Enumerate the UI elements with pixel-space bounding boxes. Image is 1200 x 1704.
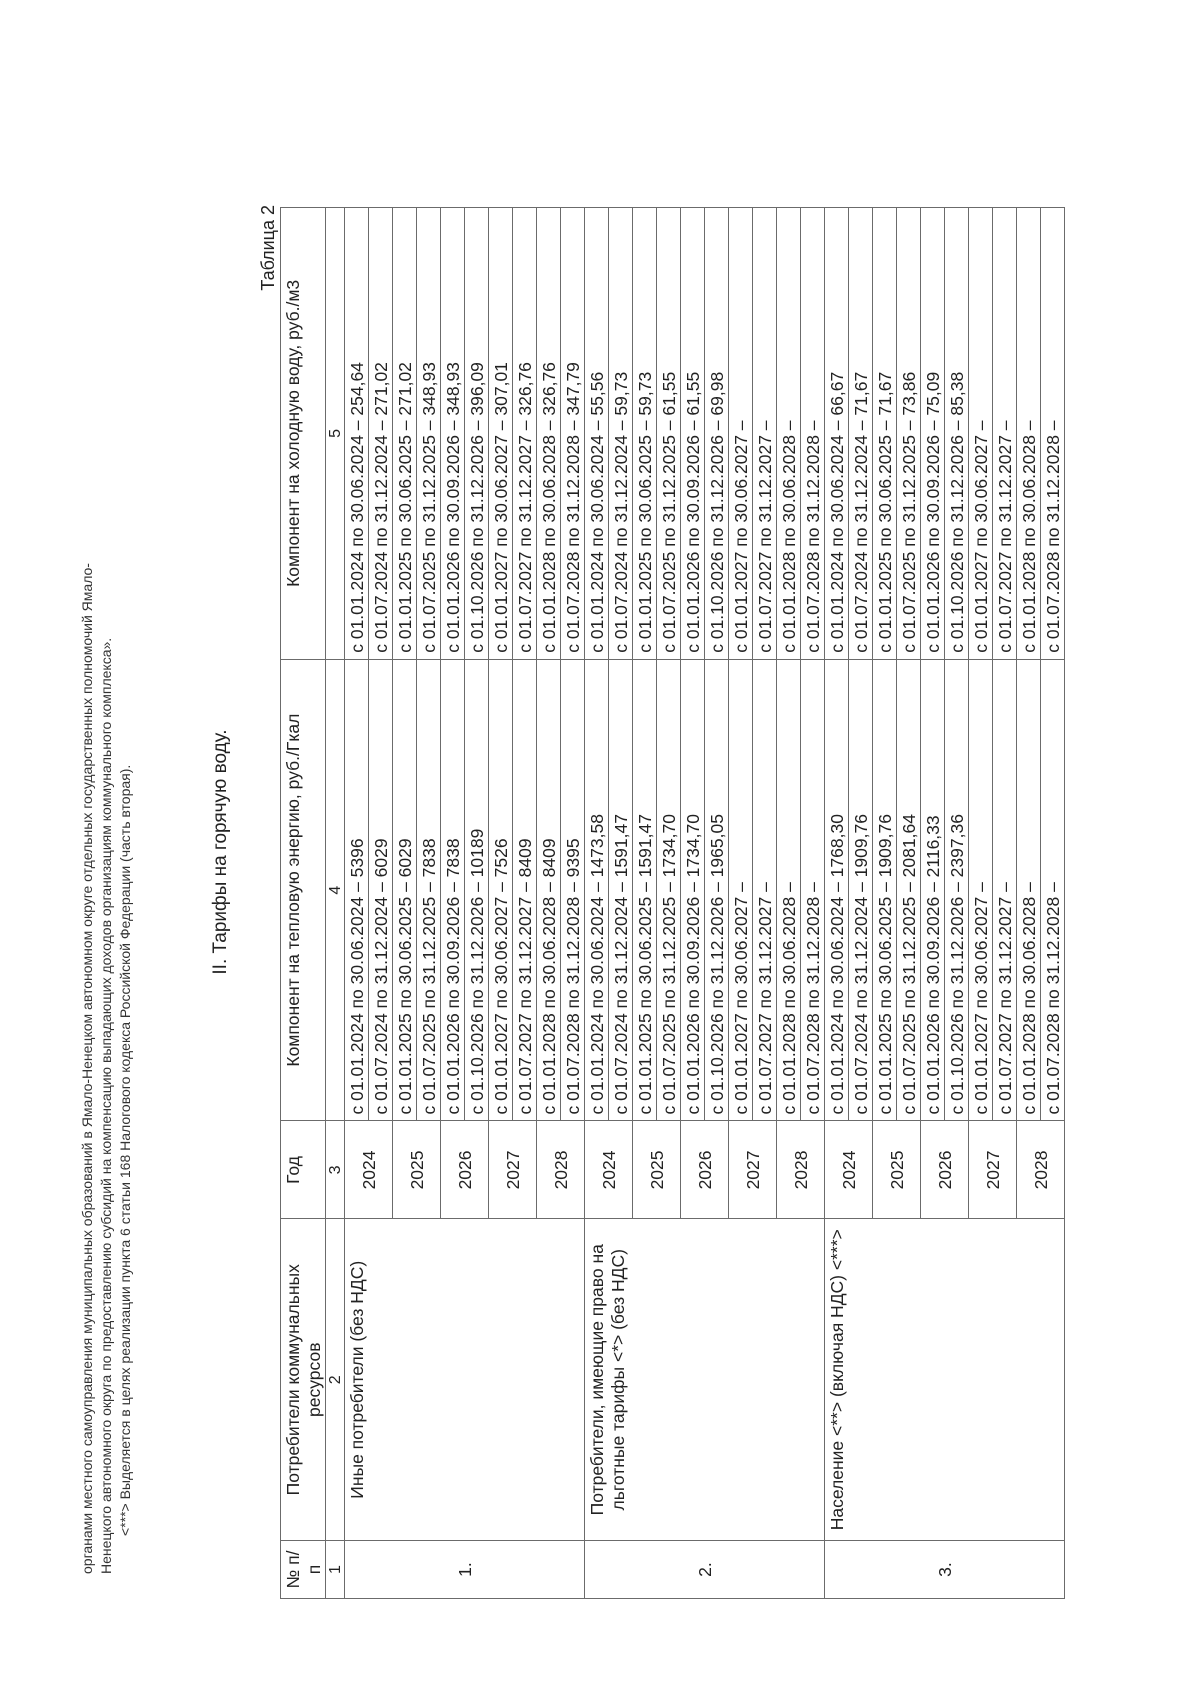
consumer-category: Потребители, имеющие право на льготные тарифы <*> (без НДС) [585,1219,825,1541]
heat-tariff-period: с 01.01.2026 по 30.09.2026 – 7838 [441,659,465,1121]
year-cell: 2026 [681,1121,729,1219]
heat-tariff-period: с 01.10.2026 по 31.12.2026 – 1965,05 [705,659,729,1121]
heat-tariff-period: с 01.07.2028 по 31.12.2028 – 9395 [561,659,585,1121]
column-number: 1 [326,1541,345,1599]
cold-water-tariff-period: с 01.01.2027 по 30.06.2027 – [969,208,993,660]
heat-tariff-period: с 01.07.2024 по 31.12.2024 – 6029 [369,659,393,1121]
heat-tariff-period: с 01.07.2025 по 31.12.2025 – 1734,70 [657,659,681,1121]
year-cell: 2025 [633,1121,681,1219]
table-body [345,208,1065,1599]
column-number: 3 [326,1121,345,1219]
heat-tariff-period: с 01.01.2026 по 30.09.2026 – 1734,70 [681,659,705,1121]
heat-tariff-period: с 01.07.2025 по 31.12.2025 – 7838 [417,659,441,1121]
cold-water-tariff-period: с 01.07.2024 по 31.12.2024 – 271,02 [369,208,393,660]
heat-tariff-period: с 01.01.2026 по 30.09.2026 – 2116,33 [921,659,945,1121]
cold-water-tariff-period: с 01.10.2026 по 31.12.2026 – 396,09 [465,208,489,660]
cold-water-tariff-period: с 01.07.2025 по 31.12.2025 – 61,55 [657,208,681,660]
preamble-line: Ненецкого автономного округа по предоставлению субсидий на компенсацию выпадающих доходов организациям коммунального комплекса». [98,637,114,1574]
cold-water-tariff-period: с 01.07.2024 по 31.12.2024 – 71,67 [849,208,873,660]
heat-tariff-period: с 01.01.2028 по 30.06.2028 – [1017,659,1041,1121]
heat-tariff-period: с 01.07.2024 по 31.12.2024 – 1591,47 [609,659,633,1121]
header-heat-component: Компонент на тепловую энергию, руб./Гкал [281,659,326,1121]
year-cell: 2028 [537,1121,585,1219]
cold-water-tariff-period: с 01.10.2026 по 31.12.2026 – 85,38 [945,208,969,660]
column-number-row [326,208,345,1599]
table-row [825,208,849,1599]
table-row [585,208,609,1599]
heat-tariff-period: с 01.07.2028 по 31.12.2028 – [801,659,825,1121]
heat-tariff-period: с 01.01.2024 по 30.06.2024 – 1768,30 [825,659,849,1121]
table-label: Таблица 2 [258,205,278,291]
cold-water-tariff-period: с 01.01.2028 по 30.06.2028 – [777,208,801,660]
heat-tariff-period: с 01.10.2026 по 31.12.2026 – 10189 [465,659,489,1121]
column-number: 5 [326,208,345,660]
year-cell: 2027 [969,1121,1017,1219]
heat-tariff-period: с 01.07.2027 по 31.12.2027 – [753,659,777,1121]
year-cell: 2028 [777,1121,825,1219]
tariff-table [280,207,1065,1599]
year-cell: 2027 [489,1121,537,1219]
year-cell: 2024 [345,1121,393,1219]
cold-water-tariff-period: с 01.10.2026 по 31.12.2026 – 69,98 [705,208,729,660]
column-number: 4 [326,659,345,1121]
heat-tariff-period: с 01.01.2027 по 30.06.2027 – 7526 [489,659,513,1121]
cold-water-tariff-period: с 01.01.2026 по 30.09.2026 – 61,55 [681,208,705,660]
cold-water-tariff-period: с 01.07.2025 по 31.12.2025 – 73,86 [897,208,921,660]
footnote-line: <***> Выделяется в целях реализации пункта 6 статьи 168 Налогового кодекса Российской Федерации (часть вторая). [117,764,133,1536]
heat-tariff-period: с 01.07.2024 по 31.12.2024 – 1909,76 [849,659,873,1121]
heat-tariff-period: с 01.01.2027 по 30.06.2027 – [729,659,753,1121]
cold-water-tariff-period: с 01.01.2024 по 30.06.2024 – 66,67 [825,208,849,660]
heat-tariff-period: с 01.01.2028 по 30.06.2028 – [777,659,801,1121]
table-header-row [281,208,326,1599]
section-title: II. Тарифы на горячую воду. [210,729,231,975]
cold-water-tariff-period: с 01.07.2027 по 31.12.2027 – 326,76 [513,208,537,660]
heat-tariff-period: с 01.10.2026 по 31.12.2026 – 2397,36 [945,659,969,1121]
heat-tariff-period: с 01.07.2027 по 31.12.2027 – 8409 [513,659,537,1121]
consumer-category: Население <**> (включая НДС) <***> [825,1219,1065,1541]
cold-water-tariff-period: с 01.01.2025 по 30.06.2025 – 271,02 [393,208,417,660]
year-cell: 2028 [1017,1121,1065,1219]
heat-tariff-period: с 01.01.2025 по 30.06.2025 – 6029 [393,659,417,1121]
cold-water-tariff-period: с 01.01.2026 по 30.09.2026 – 348,93 [441,208,465,660]
heat-tariff-period: с 01.01.2024 по 30.06.2024 – 1473,58 [585,659,609,1121]
header-num: № п/п [281,1541,326,1599]
cold-water-tariff-period: с 01.01.2028 по 30.06.2028 – [1017,208,1041,660]
cold-water-tariff-period: с 01.01.2027 по 30.06.2027 – [729,208,753,660]
year-cell: 2026 [921,1121,969,1219]
row-number: 2. [585,1541,825,1599]
heat-tariff-period: с 01.01.2025 по 30.06.2025 – 1909,76 [873,659,897,1121]
heat-tariff-period: с 01.01.2027 по 30.06.2027 – [969,659,993,1121]
heat-tariff-period: с 01.01.2025 по 30.06.2025 – 1591,47 [633,659,657,1121]
cold-water-tariff-period: с 01.07.2025 по 31.12.2025 – 348,93 [417,208,441,660]
year-cell: 2025 [873,1121,921,1219]
consumer-category: Иные потребители (без НДС) [345,1219,585,1541]
cold-water-tariff-period: с 01.07.2028 по 31.12.2028 – [1041,208,1065,660]
header-year: Год [281,1121,326,1219]
column-number: 2 [326,1219,345,1541]
cold-water-tariff-period: с 01.01.2024 по 30.06.2024 – 55,56 [585,208,609,660]
heat-tariff-period: с 01.01.2028 по 30.06.2028 – 8409 [537,659,561,1121]
cold-water-tariff-period: с 01.01.2025 по 30.06.2025 – 71,67 [873,208,897,660]
year-cell: 2025 [393,1121,441,1219]
cold-water-tariff-period: с 01.01.2028 по 30.06.2028 – 326,76 [537,208,561,660]
cold-water-tariff-period: с 01.07.2027 по 31.12.2027 – [753,208,777,660]
heat-tariff-period: с 01.07.2028 по 31.12.2028 – [1041,659,1065,1121]
cold-water-tariff-period: с 01.07.2024 по 31.12.2024 – 59,73 [609,208,633,660]
year-cell: 2027 [729,1121,777,1219]
cold-water-tariff-period: с 01.01.2024 по 30.06.2024 – 254,64 [345,208,369,660]
heat-tariff-period: с 01.01.2024 по 30.06.2024 – 5396 [345,659,369,1121]
preamble-text [78,124,135,1574]
preamble-line: органами местного самоуправления муниципальных образований в Ямало-Ненецком автономном округе отдельных государственных полномочий Ямало- [79,563,95,1574]
cold-water-tariff-period: с 01.07.2027 по 31.12.2027 – [993,208,1017,660]
header-cold-component: Компонент на холодную воду, руб./м3 [281,208,326,660]
table-row [345,208,369,1599]
cold-water-tariff-period: с 01.07.2028 по 31.12.2028 – 347,79 [561,208,585,660]
year-cell: 2024 [825,1121,873,1219]
heat-tariff-period: с 01.07.2025 по 31.12.2025 – 2081,64 [897,659,921,1121]
cold-water-tariff-period: с 01.07.2028 по 31.12.2028 – [801,208,825,660]
year-cell: 2024 [585,1121,633,1219]
row-number: 1. [345,1541,585,1599]
row-number: 3. [825,1541,1065,1599]
cold-water-tariff-period: с 01.01.2025 по 30.06.2025 – 59,73 [633,208,657,660]
cold-water-tariff-period: с 01.01.2026 по 30.09.2026 – 75,09 [921,208,945,660]
header-consumer: Потребители коммунальных ресурсов [281,1219,326,1541]
heat-tariff-period: с 01.07.2027 по 31.12.2027 – [993,659,1017,1121]
year-cell: 2026 [441,1121,489,1219]
cold-water-tariff-period: с 01.01.2027 по 30.06.2027 – 307,01 [489,208,513,660]
